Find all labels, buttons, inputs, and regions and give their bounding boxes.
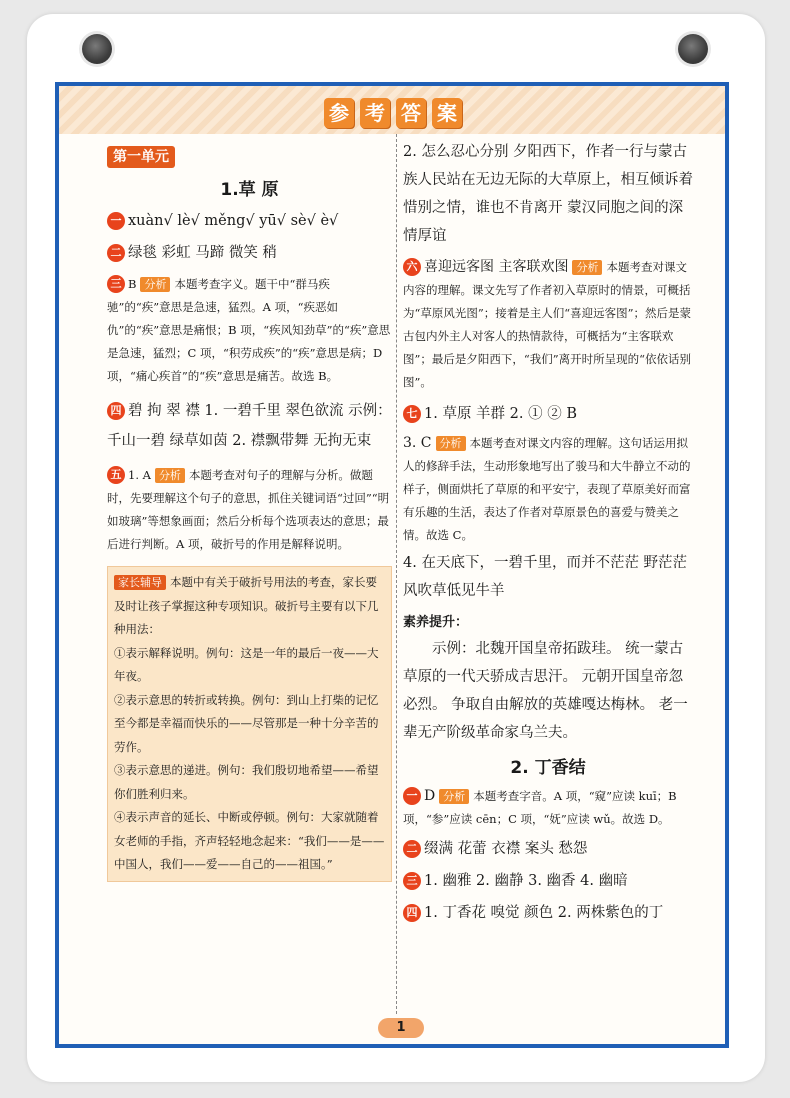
banner-char: 参 (324, 98, 354, 128)
question-number: 三 (403, 872, 421, 890)
column-divider (396, 134, 397, 1014)
answer-choice: B (128, 277, 137, 291)
answer-choice: D (424, 788, 436, 804)
answer-text: 1. 丁香花 嗅觉 颜色 2. 两株紫色的丁 (424, 905, 664, 921)
question-4 (107, 396, 392, 456)
question-number: 一 (107, 212, 125, 230)
question-number: 五 (107, 466, 125, 484)
banner-char: 考 (360, 98, 390, 128)
parent-guidance-tag: 家长辅导 (114, 575, 166, 590)
guidance-item: ③表示意思的递进。例句：我们殷切地希望——希望你们胜利归来。 (114, 763, 379, 801)
analysis-tag: 分析 (572, 260, 602, 275)
question-number: 二 (403, 840, 421, 858)
guidance-item: ②表示意思的转折或转换。例句：到山上打柴的记忆至今都是幸福而快乐的——尽管那是一种十分辛苦的劳作。 (114, 692, 379, 754)
answer-text: 绿毯 彩虹 马蹄 微笑 稍 (128, 245, 277, 261)
analysis-text: 本题考查对课文内容的理解。这句话运用拟人的修辞手法，生动形象地写出了骏马和大牛静立不动的样子，侧面烘托了草原的和平安宁，表现了草原美好而富有乐趣的生活，表达了作者对草原景色的喜爱与赞美之情。故选 C。 (403, 436, 691, 542)
answer-text: 1. 幽雅 2. 幽静 3. 幽香 4. 幽暗 (424, 873, 628, 889)
binder-hole-right (678, 34, 708, 64)
question-1 (107, 207, 392, 235)
answer-text: 1. 草原 羊群 2. ① ② B (424, 406, 577, 422)
question-6 (403, 256, 693, 394)
question-5-part-2: 2. 怎么忍心分别 夕阳西下，作者一行与蒙古族人民站在无边无际的大草原上，相互倾诉着惜别之情，谁也不肯离开 蒙汉同胞之间的深情厚谊 (403, 144, 693, 244)
analysis-tag: 分析 (439, 789, 469, 804)
question-number: 一 (403, 787, 421, 805)
question-3 (107, 273, 392, 388)
lesson-title: 1.草 原 (220, 180, 279, 200)
analysis-tag: 分析 (155, 468, 185, 483)
suyang-title: 素养提升： (403, 615, 469, 630)
parent-guidance-box (107, 566, 392, 882)
unit-label: 第一单元 (107, 146, 175, 168)
question-7-part-3 (403, 432, 693, 547)
answer-choice: 3. C (403, 435, 432, 451)
binder-hole-left (82, 34, 112, 64)
analysis-tag: 分析 (436, 436, 466, 451)
answer-choice: 1. A (128, 468, 151, 482)
lesson2-question-2 (403, 835, 693, 863)
banner-char: 答 (396, 98, 426, 128)
guidance-item: ④表示声音的延长、中断或停顿。例句：大家就随着女老师的手指，齐声轻轻地念起来：“我们——是——中国人，我们——爱——自己的——祖国。” (114, 810, 385, 871)
question-7-part-4: 4. 在天底下，一碧千里，而并不茫茫 野茫茫 风吹草低见牛羊 (403, 555, 688, 599)
answer-text: 缀满 花蕾 衣襟 案头 愁怨 (424, 841, 588, 857)
guidance-item: ①表示解释说明。例句：这是一年的最后一夜——大年夜。 (114, 645, 379, 683)
analysis-text: 本题考查对课文内容的理解。课文先写了作者初入草原时的情景，可概括为“草原风光图”；接着是主人们“喜迎远客图”；然后是蒙古包内外主人对客人的热情款待，可概括为“主客联欢图”；最后是夕阳西下，“我们”离开时所呈现的“依依话别图”。 (403, 260, 692, 389)
question-number: 四 (107, 402, 125, 420)
question-7 (403, 400, 693, 428)
banner-char: 案 (432, 98, 462, 128)
question-number: 三 (107, 275, 125, 293)
question-2 (107, 239, 392, 267)
answer-text: xuàn√ lè√ měng√ yū√ sè√ è√ (128, 213, 339, 229)
question-5 (107, 464, 392, 556)
analysis-tag: 分析 (140, 277, 170, 292)
right-column (403, 138, 693, 927)
lesson2-question-3 (403, 867, 693, 895)
lesson-title: 2. 丁香结 (510, 758, 586, 778)
question-number: 二 (107, 244, 125, 262)
guidance-intro: 本题中有关于破折号用法的考查，家长要及时让孩子掌握这种专项知识。破折号主要有以下几种用法： (114, 575, 379, 636)
answer-text: 碧 拘 翠 襟 1. 一碧千里 翠色欲流 示例：千山一碧 绿草如茵 2. 襟飘带舞 无拘无束 (107, 403, 392, 449)
analysis-text: 本题考查对句子的理解与分析。做题时，先要理解这个句子的意思，抓住关键词语“过回”“明如玻璃”等想象画面；然后分析每个选项表达的意思；最后进行判断。A 项，破折号的作用是解释说明。 (107, 468, 390, 551)
answer-sheet (55, 82, 729, 1048)
question-number: 七 (403, 405, 421, 423)
lesson2-question-1 (403, 785, 693, 831)
question-number: 六 (403, 258, 421, 276)
analysis-text: 本题考查字义。题干中“群马疾驰”的“疾”意思是急速，猛烈。A 项，“疾恶如仇”的“疾”意思是痛恨；B 项，“疾风知劲草”的“疾”意思是急速，猛烈；C 项，“积劳成疾”的“疾”意思是病；D 项，“痛心疾首”的“疾”意思是痛苦。故选 B。 (107, 277, 391, 383)
left-column (107, 138, 392, 882)
answer-text: 喜迎远客图 主客联欢图 (424, 259, 569, 275)
page-number: 1 (378, 1018, 424, 1038)
banner (59, 86, 725, 134)
analysis-text: 本题考查字音。A 项，“窥”应读 kuī；B 项，“参”应读 cēn；C 项，“妩”应读 wǔ。故选 D。 (403, 789, 677, 826)
question-number: 四 (403, 904, 421, 922)
suyang-text: 示例：北魏开国皇帝拓跋珪。 统一蒙古草原的一代天骄成吉思汗。 元朝开国皇帝忽必烈。 争取自由解放的英雄嘎达梅林。 老一辈无产阶级革命家乌兰夫。 (403, 641, 688, 741)
banner-title (314, 98, 472, 132)
lesson2-question-4 (403, 899, 693, 927)
